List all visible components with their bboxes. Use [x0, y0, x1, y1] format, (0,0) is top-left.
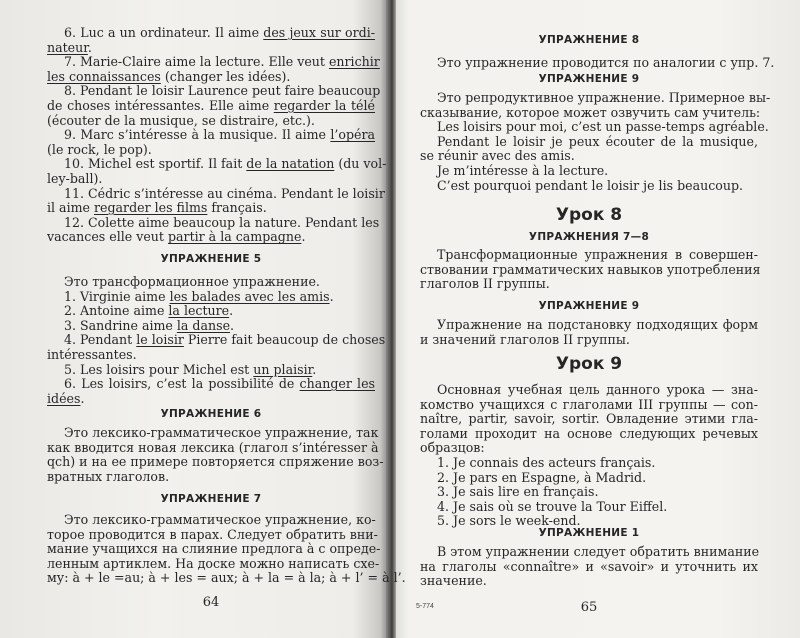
text-line — [47, 470, 375, 485]
underlined-answer: changer les — [299, 376, 375, 392]
text-run: 11. Cédric s’intéresse au cinéma. Pendant le loisir — [64, 185, 385, 201]
text-run: français. — [207, 200, 267, 216]
text-line — [420, 248, 758, 263]
text-run: 6. Les loisirs, c’est la possibilité de — [64, 376, 300, 392]
text-line — [47, 70, 375, 85]
paragraph — [47, 54, 380, 84]
exercise-heading: УПРАЖНЕНИЕ 5 — [160, 253, 262, 265]
text-section — [420, 90, 771, 193]
text-section — [47, 25, 387, 245]
text-run: комство учащихся с глаголами III группы — con- — [420, 396, 758, 412]
text-run: Это лексико-грамматическое упражнение, так — [64, 425, 379, 440]
text-run: образцов: — [420, 440, 485, 456]
paragraph — [420, 383, 758, 456]
paragraph — [420, 164, 758, 179]
underlined-answer: un plaisir — [253, 361, 313, 377]
text-line — [420, 574, 758, 589]
text-run: se réunir avec des amis. — [420, 148, 575, 164]
text-line — [47, 214, 380, 231]
page-number: 64 — [202, 595, 220, 610]
text-run: Les loisirs pour moi, c’est un passe-temps agréable. — [437, 119, 769, 135]
text-run: как вводится новая лексика (глагол s’intéresser à — [47, 439, 379, 455]
exercise-heading: УПРАЖНЕНИЯ 7—8 — [528, 231, 650, 243]
text-line — [47, 290, 375, 305]
exercise-heading: УПРАЖНЕНИЕ 7 — [160, 493, 262, 505]
text-line — [420, 277, 758, 292]
text-run: Pierre fait beaucoup de choses — [183, 332, 386, 348]
text-line — [47, 377, 375, 392]
underlined-answer: nateur — [47, 39, 88, 55]
text-line — [420, 104, 761, 121]
text-line — [47, 348, 375, 363]
text-section — [47, 512, 406, 586]
paragraph — [47, 304, 375, 319]
text-line — [420, 398, 758, 413]
text-run: сказывание, которое может озвучить сам учитель: — [420, 104, 761, 120]
paragraph — [47, 290, 375, 305]
exercise-heading: УПРАЖНЕНИЕ 6 — [160, 408, 262, 420]
text-line — [47, 319, 375, 334]
text-run: на глаголы «connaître» и «savoir» и уточнить их — [420, 558, 758, 574]
text-run: 4. Pendant — [64, 332, 137, 348]
paragraph — [420, 90, 771, 120]
text-run: naître, partir, savoir, sortir. Овладение этими гла- — [420, 411, 758, 427]
text-run: и значений глаголов II группы. — [420, 331, 630, 347]
page-number: 65 — [580, 600, 598, 615]
text-line — [47, 363, 375, 378]
underlined-answer: idées — [47, 390, 81, 406]
underlined-answer: les balades avec les amis — [169, 288, 330, 304]
text-run: . — [329, 288, 334, 304]
text-line — [47, 128, 375, 143]
text-line — [47, 26, 375, 41]
text-run: . — [301, 229, 306, 245]
text-run: Это репродуктивное упражнение. Примерное вы- — [437, 90, 771, 105]
text-run: 4. Je sais où se trouve la Tour Eiffel. — [437, 498, 668, 514]
text-run: мание учащихся на слияние предлога à с опреде- — [47, 541, 381, 557]
text-run: 5. Les loisirs pour Michel est — [64, 361, 254, 377]
underlined-answer: la lecture — [168, 303, 230, 319]
text-run: Je m’intéresse à la lecture. — [437, 162, 609, 178]
text-line — [47, 275, 375, 290]
paragraph — [47, 377, 375, 406]
text-line — [47, 555, 380, 572]
paragraph — [47, 275, 375, 290]
text-line — [47, 83, 381, 99]
text-run: 12. Colette aime beaucoup la nature. Pendant les — [64, 214, 380, 230]
text-run: 9. Marc s’intéresse à la musique. Il aime — [64, 127, 331, 143]
text-line — [47, 439, 379, 456]
text-run: de choses intéressantes. Elle aime — [47, 97, 274, 113]
text-line — [420, 149, 758, 164]
text-line — [47, 230, 375, 245]
text-run: В этом упражнении следует обратить внимание — [437, 544, 760, 559]
text-line — [420, 261, 761, 278]
text-run: . — [87, 39, 92, 55]
text-run: Это упражнение проводится по аналогии с упр. 7. — [437, 55, 775, 70]
paragraph — [47, 128, 375, 157]
text-run: глаголов II группы. — [420, 276, 550, 292]
text-run: 2. Je pars en Espagne, à Madrid. — [437, 469, 647, 485]
text-line — [420, 164, 758, 179]
text-line — [47, 156, 387, 172]
paragraph — [420, 55, 775, 71]
lesson-title: Урок 8 — [555, 205, 623, 225]
text-line — [420, 500, 758, 515]
paragraph — [47, 319, 375, 334]
text-section — [47, 274, 386, 406]
text-run: Трансформационные упражнения в совершен- — [437, 247, 758, 262]
text-line — [420, 90, 771, 106]
book-spine — [386, 0, 396, 638]
text-line — [420, 441, 758, 456]
paragraph — [47, 425, 384, 484]
text-run: 10. Michel est sportif. Il fait — [64, 156, 247, 172]
text-section — [420, 247, 761, 292]
paragraph — [420, 471, 758, 486]
text-run: . — [312, 361, 317, 377]
text-run: Основная учебная цель данного урока — зна- — [437, 382, 758, 397]
paragraph — [420, 456, 758, 471]
underlined-answer: regarder la télé — [273, 97, 375, 113]
text-section — [47, 425, 384, 484]
text-line — [47, 526, 378, 543]
text-run: ленным артиклем. На доске можно написать схе- — [47, 555, 380, 571]
text-run: 7. Marie-Claire aime la lecture. Elle veut — [64, 54, 329, 70]
text-run: 1. Je connais des acteurs français. — [437, 454, 656, 470]
paragraph — [420, 500, 758, 515]
underlined-answer: des jeux sur ordi- — [263, 25, 375, 40]
text-section — [420, 545, 758, 589]
text-run: 5. Je sors le week-end. — [437, 513, 581, 529]
text-line — [47, 392, 375, 407]
text-run: (changer les idées). — [160, 68, 291, 84]
text-run: 1. Virginie aime — [64, 288, 170, 304]
text-line — [420, 456, 758, 471]
text-section — [420, 55, 775, 71]
text-line — [420, 560, 758, 575]
text-section — [420, 383, 758, 529]
text-run: il aime — [47, 200, 94, 216]
paragraph — [47, 214, 380, 245]
text-run: ствовании грамматических навыков употребления — [420, 261, 761, 277]
text-line — [420, 179, 758, 194]
text-run: . — [80, 390, 85, 406]
text-line — [420, 485, 758, 500]
text-run: 3. Je sais lire en français. — [437, 484, 599, 500]
text-line — [47, 114, 375, 129]
paragraph — [47, 83, 381, 128]
underlined-answer: enrichir — [328, 54, 380, 70]
text-run: 3. Sandrine aime — [64, 317, 177, 333]
text-run: торое проводится в парах. Следует обратить вни- — [47, 526, 378, 542]
paragraph — [420, 485, 758, 500]
text-line — [420, 545, 758, 560]
text-run: голами проходит на основе следующих речевых — [420, 425, 758, 441]
text-line — [420, 427, 758, 442]
print-code: 5-774 — [416, 603, 434, 610]
paragraph — [420, 545, 758, 589]
text-run: вратных глаголов. — [47, 468, 170, 484]
text-run: . — [230, 317, 235, 333]
text-line — [47, 143, 375, 158]
text-line — [47, 332, 386, 348]
text-run: (écouter de la musique, se distraire, etc.). — [47, 112, 315, 128]
text-run: C’est pourquoi pendant le loisir je lis beaucoup. — [437, 177, 744, 193]
paragraph — [420, 318, 758, 347]
text-line — [420, 135, 758, 150]
exercise-heading: УПРАЖНЕНИЕ 8 — [538, 34, 640, 46]
exercise-heading: УПРАЖНЕНИЕ 9 — [538, 300, 640, 312]
text-line — [420, 383, 758, 398]
underlined-answer: l’opéra — [330, 127, 375, 143]
text-run: 8. Pendant le loisir Laurence peut faire beaucoup — [64, 83, 381, 99]
text-run: (du vol- — [334, 156, 387, 172]
text-run: Упражнение на подстановку подходящих форм — [437, 317, 758, 332]
text-line — [420, 412, 758, 427]
text-run: Pendant le loisir je peux écouter de la musique, — [437, 133, 758, 149]
text-line — [47, 541, 381, 557]
text-line — [47, 201, 375, 216]
underlined-answer: le loisir — [136, 332, 184, 348]
text-line — [47, 185, 385, 202]
paragraph — [47, 332, 386, 362]
text-line — [420, 119, 769, 135]
underlined-answer: de la natation — [246, 156, 335, 172]
text-run: Это трансформационное упражнение. — [64, 274, 320, 289]
lesson-title: Урок 9 — [555, 354, 623, 374]
paragraph — [420, 119, 769, 135]
paragraph — [47, 185, 385, 216]
text-line — [47, 172, 375, 187]
exercise-heading: УПРАЖНЕНИЕ 9 — [538, 73, 640, 85]
text-run: 6. Luc a un ordinateur. Il aime — [64, 25, 264, 40]
text-run: qch) и на ее примере повторяется спряжение воз- — [47, 454, 384, 470]
text-line — [420, 55, 775, 71]
text-line — [47, 570, 406, 586]
paragraph — [420, 179, 758, 194]
text-line — [420, 471, 758, 486]
text-run: . — [229, 303, 234, 319]
text-run: (le rock, le pop). — [47, 141, 152, 157]
text-line — [47, 41, 375, 56]
paragraph — [47, 156, 387, 186]
text-line — [47, 454, 384, 470]
exercise-heading: УПРАЖНЕНИЕ 1 — [538, 527, 640, 539]
paragraph — [47, 363, 375, 378]
paragraph — [47, 512, 406, 586]
text-run: 2. Antoine aime — [64, 303, 169, 319]
text-line — [47, 304, 375, 319]
underlined-answer: la danse — [176, 317, 231, 333]
text-run: значение. — [420, 573, 487, 589]
text-run: ley-ball). — [47, 170, 103, 186]
text-section — [420, 318, 758, 347]
text-line — [420, 333, 758, 348]
text-line — [47, 99, 375, 114]
paragraph — [47, 26, 375, 55]
paragraph — [420, 247, 761, 292]
text-run: vacances elle veut — [47, 229, 168, 245]
text-run: intéressantes. — [47, 346, 137, 362]
underlined-answer: partir à la campagne — [167, 229, 302, 245]
text-run: му: à + le =au; à + les = aux; à + la = à la; à + l’ = à l’. — [47, 570, 406, 586]
text-line — [420, 318, 758, 333]
text-run: Это лексико-грамматическое упражнение, ко- — [64, 512, 376, 527]
underlined-answer: regarder les films — [94, 200, 208, 216]
text-line — [47, 513, 375, 528]
text-line — [47, 425, 379, 441]
text-line — [47, 54, 380, 70]
paragraph — [420, 135, 758, 164]
underlined-answer: les connaissances — [47, 68, 161, 84]
